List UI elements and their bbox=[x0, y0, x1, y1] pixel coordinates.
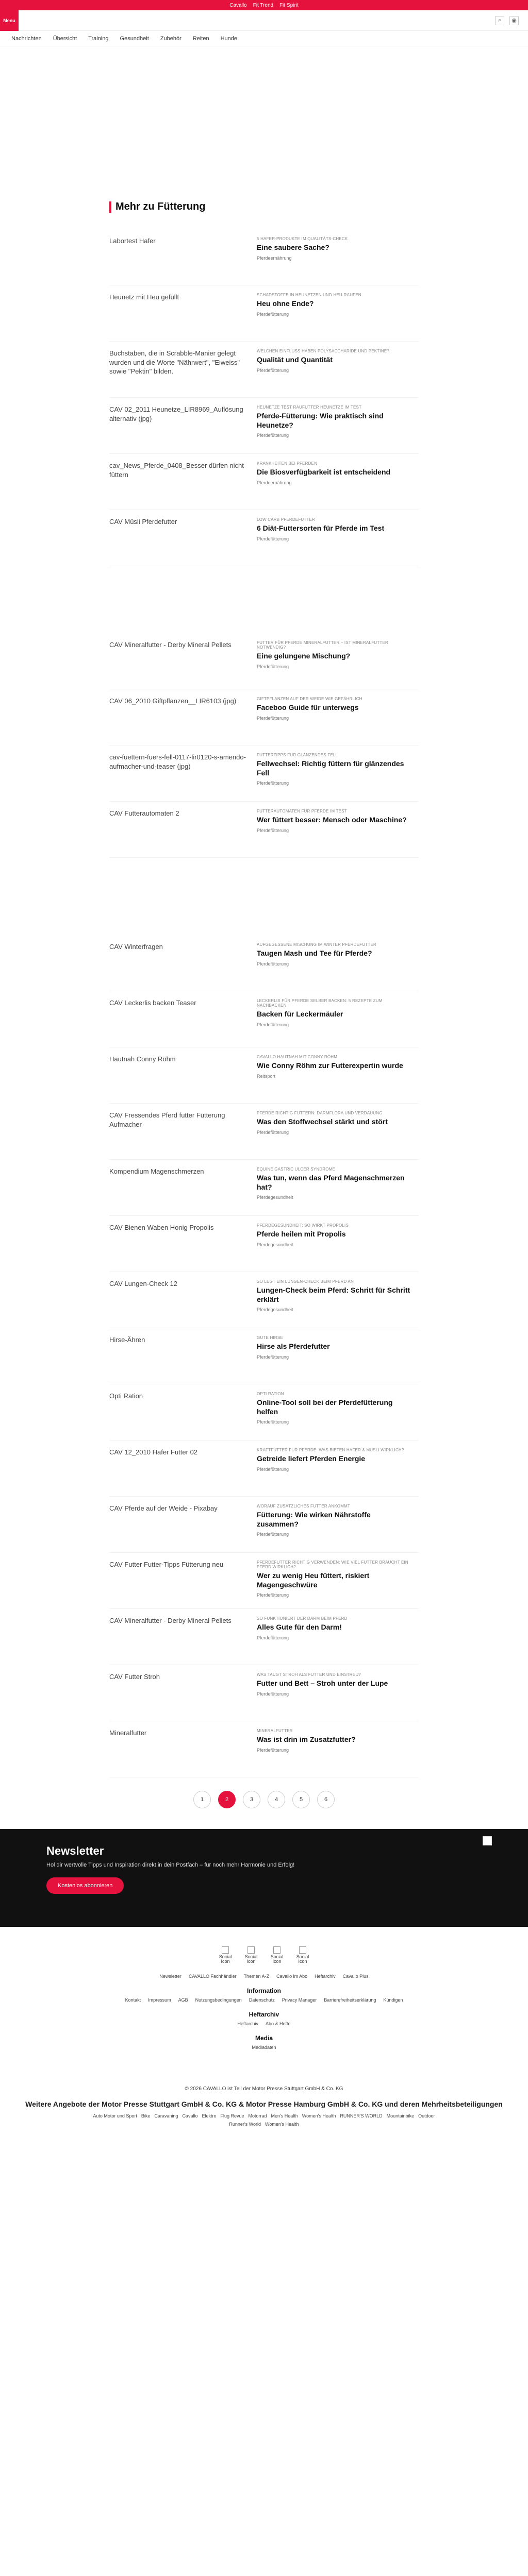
article-category: Reitsport bbox=[257, 1073, 276, 1079]
article-title[interactable]: Fellwechsel: Richtig füttern für glänzendes Fell bbox=[257, 759, 404, 777]
article-title[interactable]: Futter und Bett – Stroh unter der Lupe bbox=[257, 1679, 388, 1687]
footer-link[interactable]: Themen A-Z bbox=[243, 1973, 270, 1979]
article-card[interactable] bbox=[109, 1047, 419, 1104]
footer-link[interactable]: Abo & Hefte bbox=[265, 2021, 291, 2026]
article-category: Pferdefütterung bbox=[257, 781, 289, 786]
more-offers-title: Weitere Angebote der Motor Presse Stuttgart GmbH & Co. KG & Motor Presse Hamburg GmbH & Co. KG und deren Mehrheitsbeteiligungen bbox=[25, 2099, 503, 2108]
footer bbox=[0, 1927, 528, 2127]
article-title[interactable]: Faceboo Guide für unterwegs bbox=[257, 703, 359, 711]
article-title[interactable]: Pferde-Fütterung: Wie praktisch sind Heunetze? bbox=[257, 412, 384, 429]
footer-link[interactable]: Kontakt bbox=[125, 1997, 141, 2003]
article-card[interactable] bbox=[109, 398, 419, 454]
spacer bbox=[109, 566, 419, 633]
article-card[interactable] bbox=[109, 1497, 419, 1553]
article-card[interactable] bbox=[109, 689, 419, 745]
article-card[interactable] bbox=[109, 1384, 419, 1440]
partner-link[interactable]: Motorrad bbox=[248, 2113, 267, 2119]
article-image-alt[interactable]: CAV Winterfragen bbox=[109, 943, 163, 951]
article-image-alt[interactable]: CAV Mineralfutter - Derby Mineral Pellets bbox=[109, 1617, 232, 1624]
article-title[interactable]: Wer füttert besser: Mensch oder Maschine? bbox=[257, 816, 407, 824]
article-body bbox=[257, 349, 411, 390]
footer-link[interactable]: CAVALLO Fachhändler bbox=[188, 1973, 237, 1979]
social-alt-text: Social Icon bbox=[219, 1954, 232, 1964]
article-category: Pferdefütterung bbox=[257, 1532, 289, 1537]
article-category: Pferdefütterung bbox=[257, 536, 289, 541]
article-kicker: MINERALFUTTER bbox=[257, 1728, 293, 1733]
social-icon bbox=[222, 1946, 229, 1954]
article-body bbox=[257, 1392, 411, 1433]
article-image-alt[interactable]: Buchstaben, die in Scrabble-Manier gelegt wurden und die Worte "Nährwert", "Eiweiss" sowie "Pektin" bilden. bbox=[109, 349, 240, 376]
article-kicker: KRAFTFUTTER FÜR PFERDE: WAS BIETEN HAFER & MÜSLI WIRKLICH? bbox=[257, 1448, 404, 1452]
social-icon bbox=[299, 1946, 306, 1954]
article-kicker: 5 HAFER-PRODUKTE IM QUALITÄTS-CHECK bbox=[257, 236, 348, 241]
partner-link[interactable]: Flug Revue bbox=[220, 2113, 244, 2119]
article-image-alt[interactable]: Kompendium Magenschmerzen bbox=[109, 1167, 204, 1175]
article-category: Pferdefütterung bbox=[257, 1466, 289, 1472]
footer-row-main bbox=[21, 1974, 507, 1979]
section-accent-bar bbox=[109, 201, 111, 213]
article-image-alt[interactable]: Hirse-Ähren bbox=[109, 1336, 145, 1344]
article-title[interactable]: Qualität und Quantität bbox=[257, 355, 333, 364]
article-kicker: FUTTERTIPPS FÜR GLÄNZENDES FELL bbox=[257, 753, 338, 757]
article-card[interactable] bbox=[109, 285, 419, 342]
search-icon[interactable]: ⌕ bbox=[495, 16, 504, 25]
article-image-alt[interactable]: Hautnah Conny Röhm bbox=[109, 1055, 176, 1063]
article-title[interactable]: Wer zu wenig Heu füttert, riskiert Magengeschwüre bbox=[257, 1571, 370, 1589]
article-group bbox=[109, 229, 419, 566]
pagination-page[interactable]: 2 bbox=[218, 1791, 236, 1808]
article-kicker: WELCHEN EINFLUSS HABEN POLYSACCHARIDE UND PEKTINE? bbox=[257, 349, 390, 353]
partner-link[interactable]: Caravaning bbox=[154, 2113, 178, 2119]
article-card[interactable] bbox=[109, 991, 419, 1047]
social-alt-text: Social Icon bbox=[296, 1954, 309, 1964]
article-body bbox=[257, 1448, 411, 1489]
article-card[interactable] bbox=[109, 633, 419, 689]
partner-link[interactable]: Women's Health bbox=[302, 2113, 336, 2119]
article-kicker: KRANKHEITEN BEI PFERDEN bbox=[257, 461, 318, 466]
article-body bbox=[257, 942, 411, 984]
article-category: Pferdefütterung bbox=[257, 433, 289, 438]
article-kicker: SO LEGT EIN LUNGEN-CHECK BEIM PFERD AN bbox=[257, 1279, 354, 1284]
partner-link[interactable]: Cavallo bbox=[182, 2113, 198, 2119]
partner-link[interactable]: Women's Health bbox=[265, 2121, 299, 2127]
article-category: Pferdefütterung bbox=[257, 1354, 289, 1360]
menu-label: Menu bbox=[3, 18, 15, 23]
article-card[interactable] bbox=[109, 1160, 419, 1216]
newsletter-section bbox=[0, 1829, 528, 1927]
pagination-page[interactable]: 5 bbox=[292, 1791, 310, 1808]
article-title[interactable]: Alles Gute für den Darm! bbox=[257, 1623, 342, 1631]
social-links bbox=[21, 1946, 507, 1964]
nav-item[interactable]: Nachrichten bbox=[11, 35, 42, 42]
article-body bbox=[257, 293, 411, 334]
article-body bbox=[257, 1055, 411, 1096]
article-card[interactable] bbox=[109, 1609, 419, 1665]
article-image-alt[interactable]: CAV Mineralfutter - Derby Mineral Pellets bbox=[109, 641, 232, 649]
article-kicker: WORAUF ZUSÄTZLICHES FUTTER ANKOMMT bbox=[257, 1504, 351, 1509]
pagination-page[interactable]: 6 bbox=[317, 1791, 335, 1808]
social-icon bbox=[273, 1946, 280, 1954]
article-title[interactable]: Was den Stoffwechsel stärkt und stört bbox=[257, 1117, 388, 1126]
pagination-page[interactable]: 4 bbox=[268, 1791, 285, 1808]
article-kicker: LOW CARB PFERDEFUTTER bbox=[257, 517, 316, 522]
footer-link[interactable]: Privacy Manager bbox=[282, 1997, 317, 2003]
article-body bbox=[257, 1560, 411, 1601]
article-kicker: EQUINE GASTRIC ULCER SYNDROME bbox=[257, 1167, 336, 1172]
article-image-alt[interactable]: Opti Ration bbox=[109, 1392, 143, 1400]
article-image-alt[interactable]: cav_News_Pferde_0408_Besser dürfen nicht füttern bbox=[109, 462, 244, 479]
footer-link[interactable]: Heftarchiv bbox=[315, 1973, 336, 1979]
article-body bbox=[257, 517, 411, 558]
article-body bbox=[257, 1167, 411, 1208]
social-link[interactable] bbox=[218, 1946, 233, 1964]
article-title[interactable]: Online-Tool soll bei der Pferdefütterung helfen bbox=[257, 1398, 393, 1416]
footer-link[interactable]: Cavallo im Abo bbox=[276, 1973, 308, 1979]
article-image-alt[interactable]: cav-fuettern-fuers-fell-0117-lir0120-s-amendo-aufmacher-und-teaser (jpg) bbox=[109, 753, 246, 770]
article-card[interactable] bbox=[109, 1104, 419, 1160]
article-body bbox=[257, 1335, 411, 1377]
topbar-link[interactable]: Fit Spirit bbox=[279, 2, 299, 8]
article-body bbox=[257, 1279, 411, 1320]
article-title[interactable]: Lungen-Check beim Pferd: Schritt für Schritt erklärt bbox=[257, 1286, 410, 1303]
partner-link[interactable]: Mountainbike bbox=[386, 2113, 415, 2119]
main-content bbox=[109, 46, 419, 1808]
social-icon bbox=[248, 1946, 255, 1954]
article-title[interactable]: Heu ohne Ende? bbox=[257, 299, 314, 308]
article-kicker: FUTTERAUTOMATEN FÜR PFERDE IM TEST bbox=[257, 809, 347, 814]
menu-button[interactable] bbox=[0, 10, 19, 31]
article-category: Pferdefütterung bbox=[257, 1691, 289, 1697]
footer-heftarchiv-title: Heftarchiv bbox=[249, 2010, 279, 2018]
footer-link[interactable]: Kündigen bbox=[383, 1997, 403, 2003]
article-category: Pferdefütterung bbox=[257, 311, 289, 317]
article-image-alt[interactable]: Labortest Hafer bbox=[109, 237, 156, 245]
article-kicker: AUFGEGESSENE MISCHUNG IM WINTER PFERDEFUTTER bbox=[257, 942, 376, 947]
article-kicker: CAVALLO HAUTNAH MIT CONNY RÖHM bbox=[257, 1055, 338, 1059]
article-kicker: PFERDEFUTTER RICHTIG VERWENDEN: WIE VIEL FUTTER BRAUCHT EIN PFERD WIRKLICH? bbox=[257, 1560, 408, 1569]
article-image-alt[interactable]: CAV 06_2010 Giftpflanzen__LIR6103 (jpg) bbox=[109, 697, 237, 705]
article-card[interactable] bbox=[109, 1328, 419, 1384]
article-card[interactable] bbox=[109, 935, 419, 991]
article-body bbox=[257, 1223, 411, 1264]
partner-link[interactable]: Bike bbox=[141, 2113, 151, 2119]
article-title[interactable]: Die Biosverfügbarkeit ist entscheidend bbox=[257, 468, 391, 476]
newsletter-subscribe-button[interactable]: Kostenlos abonnieren bbox=[46, 1877, 124, 1894]
article-category: Pferdegesundheit bbox=[257, 1195, 293, 1200]
article-title[interactable]: 6 Diät-Futtersorten für Pferde im Test bbox=[257, 524, 385, 532]
pagination-page[interactable]: 3 bbox=[243, 1791, 260, 1808]
article-category: Pferdegesundheit bbox=[257, 1242, 293, 1247]
social-alt-text: Social Icon bbox=[244, 1954, 258, 1964]
article-category: Pferdefütterung bbox=[257, 664, 289, 669]
nav-item[interactable]: Übersicht bbox=[53, 35, 77, 42]
article-body bbox=[257, 405, 411, 446]
article-title[interactable]: Taugen Mash und Tee für Pferde? bbox=[257, 949, 372, 957]
nav-item[interactable]: Gesundheit bbox=[120, 35, 149, 42]
partner-link[interactable]: Auto Motor und Sport bbox=[93, 2113, 137, 2119]
footer-link[interactable]: Barrierefreiheitserklärung bbox=[324, 1997, 376, 2003]
article-category: Pferdefütterung bbox=[257, 1129, 289, 1135]
more-offers-links-second bbox=[21, 2122, 507, 2127]
article-body bbox=[257, 1616, 411, 1657]
article-title[interactable]: Fütterung: Wie wirken Nährstoffe zusammen? bbox=[257, 1511, 371, 1528]
article-kicker: WAS TAUGT STROH ALS FUTTER UND EINSTREU? bbox=[257, 1672, 361, 1677]
article-card[interactable] bbox=[109, 454, 419, 510]
topbar-link[interactable]: Cavallo bbox=[229, 2, 247, 8]
article-card[interactable] bbox=[109, 1272, 419, 1328]
topbar-link[interactable]: Fit Trend bbox=[253, 2, 274, 8]
article-image-alt[interactable]: CAV Pferde auf der Weide - Pixabay bbox=[109, 1504, 218, 1512]
article-body bbox=[257, 1672, 411, 1714]
social-link[interactable] bbox=[295, 1946, 310, 1964]
article-kicker: LECKERLIS FÜR PFERDE SELBER BACKEN: 5 REZEPTE ZUM NACHBACKEN bbox=[257, 998, 383, 1008]
article-body bbox=[257, 1504, 411, 1545]
footer-row-heftarchiv bbox=[21, 2021, 507, 2026]
article-image-alt[interactable]: CAV 02_2011 Heunetze_LIR8969_Auflösung alternativ (jpg) bbox=[109, 405, 243, 422]
article-kicker: GUTE HIRSE bbox=[257, 1335, 283, 1340]
article-category: Pferdegesundheit bbox=[257, 1307, 293, 1312]
newsletter-title: Newsletter bbox=[46, 1844, 104, 1857]
article-image-alt[interactable]: CAV Müsli Pferdefutter bbox=[109, 518, 177, 526]
partner-link[interactable]: Elektro bbox=[202, 2113, 217, 2119]
article-group bbox=[109, 935, 419, 1777]
article-card[interactable] bbox=[109, 1216, 419, 1272]
article-image-alt[interactable]: Mineralfutter bbox=[109, 1729, 147, 1737]
footer-link[interactable]: Mediadaten bbox=[252, 2044, 276, 2050]
header-actions bbox=[495, 16, 519, 25]
article-title[interactable]: Wie Conny Röhm zur Futterexpertin wurde bbox=[257, 1061, 403, 1070]
article-kicker: SCHADSTOFFE IN HEUNETZEN UND HEU-RAUFEN bbox=[257, 293, 361, 297]
article-kicker: OPTI RATION bbox=[257, 1392, 284, 1396]
article-card[interactable] bbox=[109, 802, 419, 858]
social-link[interactable] bbox=[269, 1946, 285, 1964]
nav-item[interactable]: Zubehör bbox=[160, 35, 182, 42]
header bbox=[0, 10, 528, 31]
article-kicker: GIFTPFLANZEN AUF DER WEIDE WIE GEFÄHRLICH bbox=[257, 697, 362, 701]
article-body bbox=[257, 461, 411, 502]
footer-info-title: Information bbox=[247, 1987, 281, 1994]
article-title[interactable]: Hirse als Pferdefutter bbox=[257, 1342, 330, 1350]
topbar bbox=[0, 0, 528, 10]
article-body bbox=[257, 640, 411, 682]
article-image-alt[interactable]: CAV Futter Futter-Tipps Fütterung neu bbox=[109, 1561, 224, 1568]
article-image-alt[interactable]: CAV Futter Stroh bbox=[109, 1673, 160, 1681]
spacer bbox=[109, 858, 419, 935]
user-icon[interactable]: ◉ bbox=[509, 16, 519, 25]
footer-link[interactable]: Newsletter bbox=[159, 1973, 182, 1979]
article-category: Pferdefütterung bbox=[257, 1022, 289, 1027]
section-header bbox=[109, 201, 419, 213]
article-title[interactable]: Getreide liefert Pferden Energie bbox=[257, 1454, 366, 1463]
article-body bbox=[257, 1728, 411, 1770]
copyright: © 2026 CAVALLO ist Teil der Motor Presse Stuttgart GmbH & Co. KG bbox=[185, 2086, 343, 2092]
article-image-alt[interactable]: CAV Futterautomaten 2 bbox=[109, 809, 179, 817]
article-title[interactable]: Was ist drin im Zusatzfutter? bbox=[257, 1735, 356, 1743]
footer-link[interactable]: Cavallo Plus bbox=[342, 1973, 369, 1979]
partner-link[interactable]: Outdoor bbox=[418, 2113, 435, 2119]
social-link[interactable] bbox=[243, 1946, 259, 1964]
article-category: Pferdefütterung bbox=[257, 1419, 289, 1425]
article-category: Pferdeernährung bbox=[257, 255, 292, 261]
article-card[interactable] bbox=[109, 1440, 419, 1497]
article-card[interactable] bbox=[109, 229, 419, 285]
article-kicker: PFERDEGESUNDHEIT: SO WIRKT PROPOLIS bbox=[257, 1223, 349, 1228]
article-card[interactable] bbox=[109, 1665, 419, 1721]
partner-link[interactable]: Runner's World bbox=[229, 2121, 261, 2127]
article-category: Pferdefütterung bbox=[257, 367, 289, 373]
social-alt-text: Social Icon bbox=[270, 1954, 284, 1964]
article-category: Pferdefütterung bbox=[257, 1747, 289, 1753]
article-kicker: SO FUNKTIONIERT DER DARM BEIM PFERD bbox=[257, 1616, 348, 1621]
article-card[interactable] bbox=[109, 510, 419, 566]
article-image-alt[interactable]: CAV Lungen-Check 12 bbox=[109, 1280, 178, 1287]
article-body bbox=[257, 998, 411, 1040]
article-card[interactable] bbox=[109, 745, 419, 802]
footer-row-media bbox=[21, 2045, 507, 2050]
footer-link[interactable]: Heftarchiv bbox=[237, 2021, 258, 2026]
article-card[interactable] bbox=[109, 342, 419, 398]
article-title[interactable]: Pferde heilen mit Propolis bbox=[257, 1230, 346, 1238]
article-category: Pferdefütterung bbox=[257, 1592, 289, 1598]
article-body bbox=[257, 236, 411, 278]
newsletter-badge bbox=[483, 1836, 492, 1845]
article-body bbox=[257, 1111, 411, 1152]
article-category: Pferdefütterung bbox=[257, 827, 289, 833]
article-title[interactable]: Was tun, wenn das Pferd Magenschmerzen hat? bbox=[257, 1174, 405, 1191]
article-title[interactable]: Eine saubere Sache? bbox=[257, 243, 329, 251]
article-body bbox=[257, 809, 411, 850]
article-category: Pferdefütterung bbox=[257, 1635, 289, 1640]
footer-row-info bbox=[21, 1997, 507, 2003]
article-category: Pferdeernährung bbox=[257, 480, 292, 485]
more-offers-links bbox=[21, 2113, 507, 2119]
pagination bbox=[109, 1791, 419, 1808]
partner-link[interactable]: RUNNER'S WORLD bbox=[340, 2113, 383, 2119]
nav-item[interactable]: Training bbox=[88, 35, 109, 42]
partner-link[interactable]: Men's Health bbox=[271, 2113, 298, 2119]
article-kicker: PFERDE RICHTIG FÜTTERN: DARMFLORA UND VERDAUUNG bbox=[257, 1111, 383, 1115]
article-image-alt[interactable]: CAV Fressendes Pferd futter Fütterung Aufmacher bbox=[109, 1111, 225, 1128]
footer-media-title: Media bbox=[255, 2034, 273, 2042]
section-title: Mehr zu Fütterung bbox=[116, 201, 206, 212]
nav-item[interactable]: Reiten bbox=[192, 35, 209, 42]
article-card[interactable] bbox=[109, 1721, 419, 1777]
article-body bbox=[257, 697, 411, 738]
article-image-alt[interactable]: Heunetz mit Heu gefüllt bbox=[109, 293, 179, 301]
article-image-alt[interactable]: CAV Leckerlis backen Teaser bbox=[109, 999, 196, 1007]
article-title[interactable]: Backen für Leckermäuler bbox=[257, 1010, 343, 1018]
article-group bbox=[109, 633, 419, 858]
article-card[interactable] bbox=[109, 1553, 419, 1609]
main-nav bbox=[0, 31, 528, 46]
article-image-alt[interactable]: CAV 12_2010 Hafer Futter 02 bbox=[109, 1448, 198, 1456]
footer-link[interactable]: Datenschutz bbox=[249, 1997, 275, 2003]
footer-link[interactable]: Nutzungsbedingungen bbox=[195, 1997, 242, 2003]
article-kicker: HEUNETZE TEST RAUFUTTER HEUNETZE IM TEST bbox=[257, 405, 362, 410]
article-title[interactable]: Eine gelungene Mischung? bbox=[257, 652, 351, 660]
nav-item[interactable]: Hunde bbox=[220, 35, 237, 42]
footer-link[interactable]: AGB bbox=[178, 1997, 188, 2003]
footer-link[interactable]: Impressum bbox=[148, 1997, 171, 2003]
newsletter-text: Hol dir wertvolle Tipps und Inspiration direkt in dein Postfach – für noch mehr Harmonie und Erfolg! bbox=[46, 1862, 295, 1868]
article-kicker: FUTTER FÜR PFERDE MINERALFUTTER – IST MINERALFUTTER NOTWENDIG? bbox=[257, 640, 388, 650]
pagination-page[interactable]: 1 bbox=[193, 1791, 211, 1808]
article-body bbox=[257, 753, 411, 794]
article-image-alt[interactable]: CAV Bienen Waben Honig Propolis bbox=[109, 1224, 214, 1231]
article-category: Pferdefütterung bbox=[257, 715, 289, 721]
article-category: Pferdefütterung bbox=[257, 961, 289, 967]
